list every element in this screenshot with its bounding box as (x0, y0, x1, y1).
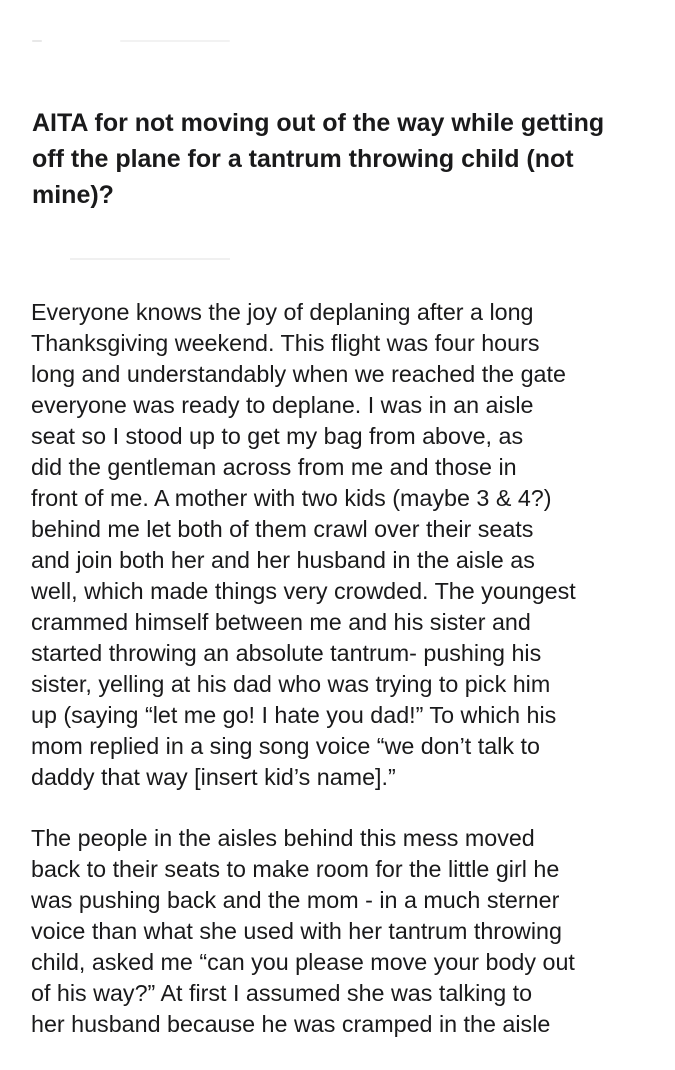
post-paragraph: Everyone knows the joy of deplaning after a long Thanksgiving weekend. This flight was four hours long and understandably when we reached the gate everyone was ready to deplane. I was in an aisle seat so I stood up to get my bag from above, as did the gentleman across from me and those in front of me. A mother with two kids (maybe 3 & 4?) behind me let both of them crawl over their seats and join both her and her husband in the aisle as well, which made things very crowded. The youngest crammed himself between me and his sister and started throwing an absolute tantrum- pushing his sister, yelling at his dad who was trying to pick him up (saying “let me go! I hate you dad!” To which his mom replied in a sing song voice “we don’t talk to daddy that way [insert kid’s name].” (31, 299, 576, 790)
faded-header-mark (32, 40, 42, 42)
faded-post-meta (70, 258, 230, 260)
post-paragraph: The people in the aisles behind this mess moved back to their seats to make room for the little girl he was pushing back and the mom - in a much sterner voice than what she used with her tantrum throwing child, asked me “can you please move your body out of his way?” At first I assumed she was talking to her husband because he was cramped in the aisle (31, 825, 575, 1037)
post-body (31, 297, 646, 1070)
top-bar (0, 0, 675, 80)
faded-header-mark (120, 40, 230, 42)
post-title: AITA for not moving out of the way while getting off the plane for a tantrum throwing child (not mine)? (32, 109, 605, 209)
